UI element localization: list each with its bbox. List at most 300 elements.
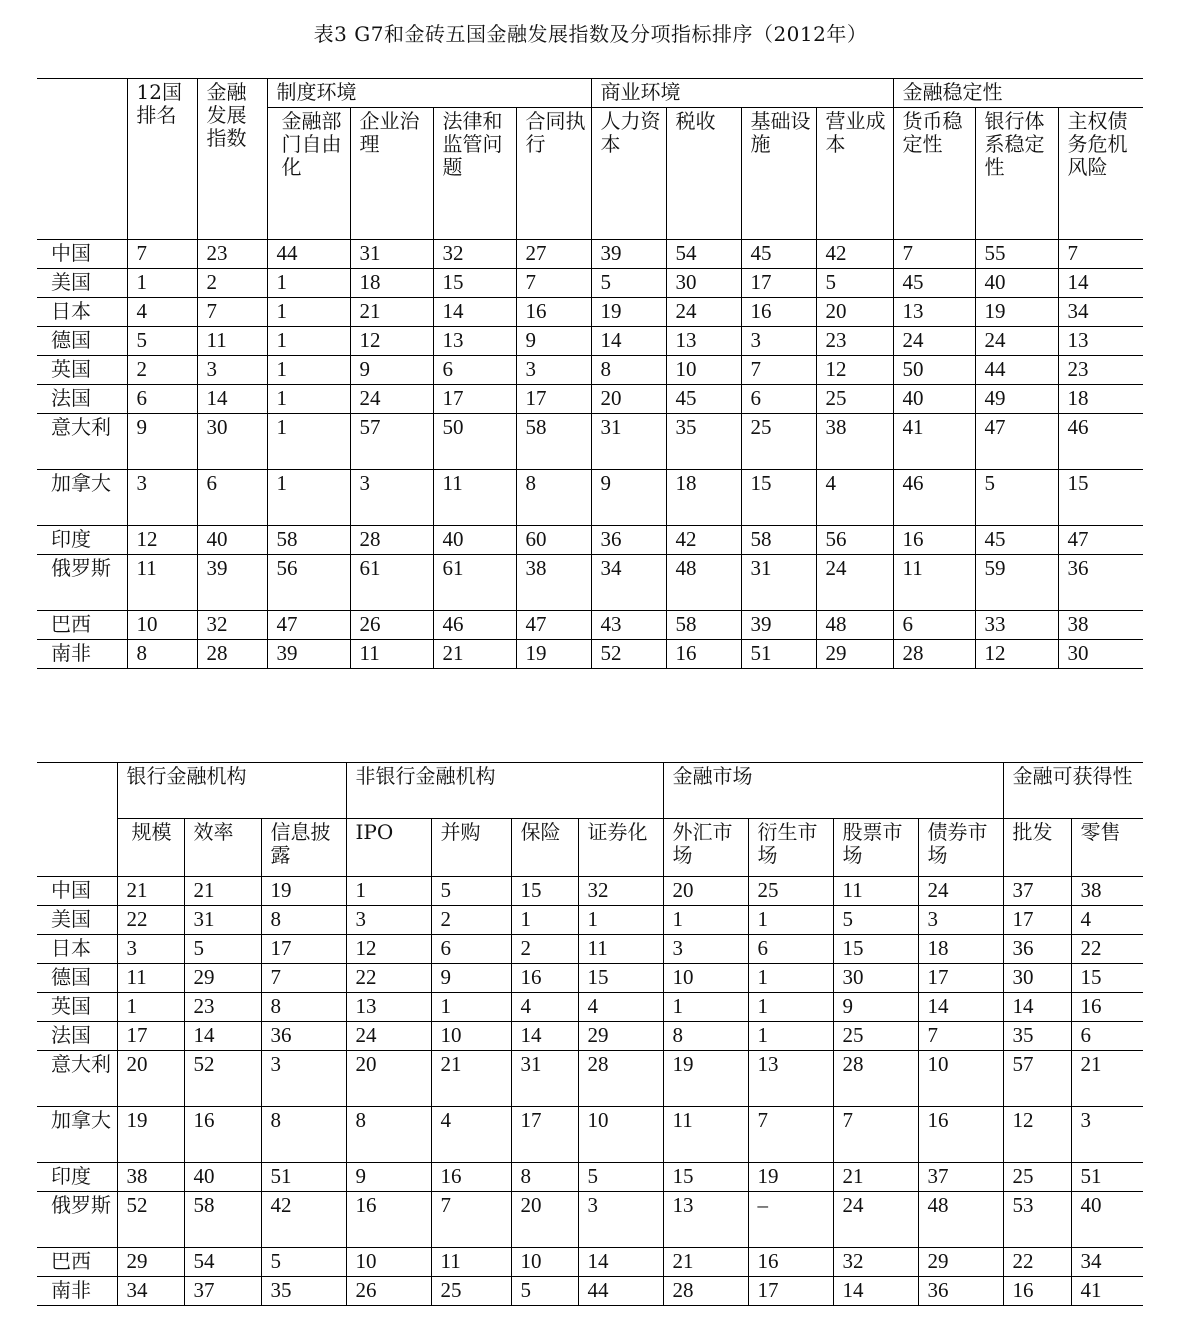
column-header: 规模 (117, 819, 184, 877)
table-cell: 18 (1058, 385, 1143, 414)
table-row (37, 1277, 1143, 1306)
table-cell: 57 (1003, 1051, 1071, 1107)
column-header: 保险 (511, 819, 578, 877)
table-cell: 36 (918, 1277, 1003, 1306)
table-cell: 1 (748, 906, 833, 935)
table-cell: 40 (975, 269, 1058, 298)
table-cell: 46 (433, 611, 516, 640)
table-cell: 9 (346, 1163, 431, 1192)
table-cell: 17 (918, 964, 1003, 993)
table-cell: 17 (741, 269, 816, 298)
table-cell: 1 (267, 298, 350, 327)
table-cell: 37 (918, 1163, 1003, 1192)
table-cell: 7 (127, 240, 197, 269)
table-cell: 1 (267, 356, 350, 385)
table-cell: 14 (184, 1022, 261, 1051)
table-cell: 14 (918, 993, 1003, 1022)
table-cell: 5 (431, 877, 511, 906)
table-cell: 38 (816, 414, 893, 470)
table-cell: 39 (741, 611, 816, 640)
table-cell: 8 (511, 1163, 578, 1192)
table-row (37, 240, 1143, 269)
table-cell: 50 (433, 414, 516, 470)
column-header: 信息披露 (261, 819, 346, 877)
table-cell: 18 (350, 269, 433, 298)
table-cell: 31 (184, 906, 261, 935)
table-row (37, 640, 1143, 669)
table-cell: 39 (197, 555, 267, 611)
table-cell: 23 (184, 993, 261, 1022)
table-cell: 13 (893, 298, 975, 327)
table-cell: 54 (184, 1248, 261, 1277)
table-cell: 17 (511, 1107, 578, 1163)
table-cell: 16 (346, 1192, 431, 1248)
table-cell: 23 (1058, 356, 1143, 385)
table-cell: 5 (127, 327, 197, 356)
table-cell: 3 (663, 935, 748, 964)
table-cell: 18 (918, 935, 1003, 964)
country-name: 英国 (37, 993, 117, 1022)
table-cell: 35 (1003, 1022, 1071, 1051)
column-header: 证券化 (578, 819, 663, 877)
table-cell: 60 (516, 526, 591, 555)
table-cell: 10 (431, 1022, 511, 1051)
table-cell: 44 (267, 240, 350, 269)
table-row (37, 1022, 1143, 1051)
table-cell: 44 (975, 356, 1058, 385)
table-row (37, 1051, 1143, 1107)
table-cell: 13 (433, 327, 516, 356)
table-cell: 35 (666, 414, 741, 470)
table-cell: 24 (975, 327, 1058, 356)
table-cell: 40 (893, 385, 975, 414)
table-cell: 10 (346, 1248, 431, 1277)
column-header: 税收 (666, 108, 741, 240)
table-cell: 38 (516, 555, 591, 611)
country-name: 俄罗斯 (37, 1192, 117, 1248)
table-cell: 10 (127, 611, 197, 640)
table-cell: 9 (431, 964, 511, 993)
table-cell: 4 (127, 298, 197, 327)
table-cell: 40 (197, 526, 267, 555)
table-cell: 24 (918, 877, 1003, 906)
table-cell: 8 (261, 993, 346, 1022)
table-cell: 19 (663, 1051, 748, 1107)
table-cell: 12 (1003, 1107, 1071, 1163)
table-cell: 12 (350, 327, 433, 356)
table-cell: 13 (663, 1192, 748, 1248)
table-cell: 5 (184, 935, 261, 964)
table-cell: 17 (117, 1022, 184, 1051)
table-cell: 7 (833, 1107, 918, 1163)
table-cell: 21 (433, 640, 516, 669)
table-cell: 51 (261, 1163, 346, 1192)
table-cell: 3 (346, 906, 431, 935)
table-cell: 1 (267, 414, 350, 470)
column-header: 零售 (1071, 819, 1143, 877)
table-cell: 35 (261, 1277, 346, 1306)
table-cell: 36 (261, 1022, 346, 1051)
table-cell: 28 (893, 640, 975, 669)
table-row (37, 414, 1143, 470)
table-cell: 14 (578, 1248, 663, 1277)
table-cell: 29 (117, 1248, 184, 1277)
table-cell: 5 (816, 269, 893, 298)
table-cell: 11 (197, 327, 267, 356)
column-header: 主权债务危机风险 (1058, 108, 1143, 240)
table-cell: 16 (431, 1163, 511, 1192)
table-row (37, 1248, 1143, 1277)
table-cell: 17 (516, 385, 591, 414)
table-cell: 26 (350, 611, 433, 640)
table-cell: 19 (748, 1163, 833, 1192)
table-row (37, 555, 1143, 611)
country-name: 美国 (37, 906, 117, 935)
table-cell: 19 (516, 640, 591, 669)
table-cell: 27 (516, 240, 591, 269)
table-cell: 59 (975, 555, 1058, 611)
table-cell: 17 (1003, 906, 1071, 935)
table-cell: 1 (267, 269, 350, 298)
table-cell: 19 (591, 298, 666, 327)
column-header: 货币稳定性 (893, 108, 975, 240)
column-header: 人力资本 (591, 108, 666, 240)
table-cell: 16 (184, 1107, 261, 1163)
column-header: 并购 (431, 819, 511, 877)
group-header: 银行金融机构 (117, 763, 346, 819)
table-cell: 38 (117, 1163, 184, 1192)
table-cell: 61 (350, 555, 433, 611)
table-cell: 51 (1071, 1163, 1143, 1192)
table-row (37, 1107, 1143, 1163)
table-cell: 7 (918, 1022, 1003, 1051)
table-cell: 39 (267, 640, 350, 669)
table-cell: 6 (197, 470, 267, 526)
country-name: 中国 (37, 877, 117, 906)
country-name: 日本 (37, 298, 127, 327)
country-name: 巴西 (37, 611, 127, 640)
table-cell: 40 (184, 1163, 261, 1192)
country-name: 意大利 (37, 414, 127, 470)
table-cell: 40 (1071, 1192, 1143, 1248)
table-row (37, 611, 1143, 640)
table-cell: 1 (748, 1022, 833, 1051)
table-cell: 1 (748, 964, 833, 993)
group-header: 金融稳定性 (893, 79, 1143, 108)
table-cell: 56 (816, 526, 893, 555)
table-cell: 19 (261, 877, 346, 906)
table-cell: 16 (893, 526, 975, 555)
table-cell: 21 (663, 1248, 748, 1277)
table-cell: 47 (975, 414, 1058, 470)
table-cell: 58 (267, 526, 350, 555)
corner-cell (37, 79, 127, 240)
column-header: 营业成本 (816, 108, 893, 240)
table-cell: 2 (511, 935, 578, 964)
country-name: 德国 (37, 327, 127, 356)
table-cell: 58 (516, 414, 591, 470)
table-cell: 10 (663, 964, 748, 993)
table-row (37, 964, 1143, 993)
table-cell: 25 (748, 877, 833, 906)
table-cell: 16 (1003, 1277, 1071, 1306)
table-cell: 31 (591, 414, 666, 470)
table-cell: 22 (1003, 1248, 1071, 1277)
table-cell: 33 (975, 611, 1058, 640)
table-cell: 14 (833, 1277, 918, 1306)
table-cell: 4 (431, 1107, 511, 1163)
table-cell: 8 (516, 470, 591, 526)
table-cell: 58 (184, 1192, 261, 1248)
table-cell: 14 (433, 298, 516, 327)
table-cell: 14 (591, 327, 666, 356)
table-cell: 52 (591, 640, 666, 669)
table-cell: 29 (578, 1022, 663, 1051)
table-cell: 48 (666, 555, 741, 611)
column-header: 法律和监管问题 (433, 108, 516, 240)
table-cell: 15 (1071, 964, 1143, 993)
column-header: 股票市场 (833, 819, 918, 877)
table-cell: 34 (117, 1277, 184, 1306)
table-cell: 24 (346, 1022, 431, 1051)
country-name: 意大利 (37, 1051, 117, 1107)
table-cell: 31 (350, 240, 433, 269)
table-row (37, 298, 1143, 327)
table-cell: 2 (431, 906, 511, 935)
table-cell: 7 (197, 298, 267, 327)
table-cell: 25 (431, 1277, 511, 1306)
corner-cell (37, 763, 117, 877)
table-cell: 21 (431, 1051, 511, 1107)
table-cell: 3 (127, 470, 197, 526)
table-cell: 15 (1058, 470, 1143, 526)
table-cell: 1 (748, 993, 833, 1022)
table-cell: 26 (346, 1277, 431, 1306)
group-header: 金融可获得性 (1003, 763, 1143, 819)
table-cell: 15 (433, 269, 516, 298)
table-cell: 56 (267, 555, 350, 611)
table-cell: 1 (663, 993, 748, 1022)
table-cell: 13 (346, 993, 431, 1022)
column-header: 银行体系稳定性 (975, 108, 1058, 240)
table-cell: 12 (127, 526, 197, 555)
table-cell: 10 (511, 1248, 578, 1277)
table-cell: 37 (184, 1277, 261, 1306)
table-cell: 16 (516, 298, 591, 327)
table-cell: – (748, 1192, 833, 1248)
table-cell: 34 (591, 555, 666, 611)
financial-development-table (37, 78, 1143, 669)
table-row (37, 1192, 1143, 1248)
table-cell: 23 (197, 240, 267, 269)
table-cell: 29 (816, 640, 893, 669)
table-cell: 57 (350, 414, 433, 470)
group-header: 金融市场 (663, 763, 1003, 819)
table-cell: 34 (1058, 298, 1143, 327)
table-cell: 14 (1003, 993, 1071, 1022)
table-cell: 3 (741, 327, 816, 356)
column-header: 金融部门自由化 (267, 108, 350, 240)
table-cell: 9 (516, 327, 591, 356)
table-cell: 3 (117, 935, 184, 964)
table-cell: 19 (975, 298, 1058, 327)
group-header: 非银行金融机构 (346, 763, 663, 819)
table-cell: 6 (1071, 1022, 1143, 1051)
column-header: 衍生市场 (748, 819, 833, 877)
table-cell: 7 (431, 1192, 511, 1248)
table-cell: 16 (666, 640, 741, 669)
table-cell: 11 (893, 555, 975, 611)
table-cell: 31 (511, 1051, 578, 1107)
table-cell: 48 (918, 1192, 1003, 1248)
table-cell: 21 (184, 877, 261, 906)
table-cell: 6 (433, 356, 516, 385)
table-cell: 6 (741, 385, 816, 414)
table-cell: 38 (1071, 877, 1143, 906)
country-name: 德国 (37, 964, 117, 993)
table-cell: 4 (816, 470, 893, 526)
country-name: 中国 (37, 240, 127, 269)
country-name: 印度 (37, 1163, 117, 1192)
table-cell: 8 (591, 356, 666, 385)
table-cell: 49 (975, 385, 1058, 414)
table-cell: 40 (433, 526, 516, 555)
table-row (37, 935, 1143, 964)
table-cell: 17 (748, 1277, 833, 1306)
table-cell: 14 (197, 385, 267, 414)
table-cell: 58 (666, 611, 741, 640)
table-cell: 14 (1058, 269, 1143, 298)
country-name: 美国 (37, 269, 127, 298)
table-cell: 51 (741, 640, 816, 669)
table-cell: 1 (511, 906, 578, 935)
group-header: 商业环境 (591, 79, 893, 108)
table-cell: 11 (431, 1248, 511, 1277)
table-row (37, 993, 1143, 1022)
table-cell: 31 (741, 555, 816, 611)
table-cell: 1 (663, 906, 748, 935)
table-cell: 8 (261, 906, 346, 935)
table-cell: 30 (1003, 964, 1071, 993)
table-cell: 29 (184, 964, 261, 993)
table-cell: 5 (591, 269, 666, 298)
table-cell: 3 (918, 906, 1003, 935)
table-cell: 45 (666, 385, 741, 414)
table-cell: 15 (663, 1163, 748, 1192)
table-cell: 16 (741, 298, 816, 327)
table-cell: 10 (918, 1051, 1003, 1107)
table-cell: 8 (346, 1107, 431, 1163)
table-cell: 8 (663, 1022, 748, 1051)
country-name: 法国 (37, 385, 127, 414)
table-cell: 3 (261, 1051, 346, 1107)
table-cell: 53 (1003, 1192, 1071, 1248)
table-cell: 3 (516, 356, 591, 385)
table-row (37, 906, 1143, 935)
table-cell: 46 (893, 470, 975, 526)
table-cell: 11 (117, 964, 184, 993)
table-cell: 16 (748, 1248, 833, 1277)
table-cell: 6 (893, 611, 975, 640)
table-row (37, 356, 1143, 385)
table-cell: 36 (1058, 555, 1143, 611)
table-cell: 32 (578, 877, 663, 906)
table-cell: 15 (833, 935, 918, 964)
table-cell: 1 (267, 327, 350, 356)
table-cell: 13 (666, 327, 741, 356)
table-cell: 7 (893, 240, 975, 269)
table-cell: 50 (893, 356, 975, 385)
table-cell: 3 (350, 470, 433, 526)
country-name: 日本 (37, 935, 117, 964)
table-cell: 38 (1058, 611, 1143, 640)
table-cell: 6 (431, 935, 511, 964)
header-index: 金融发展指数 (197, 79, 267, 240)
country-name: 加拿大 (37, 470, 127, 526)
table-cell: 30 (833, 964, 918, 993)
table-cell: 15 (741, 470, 816, 526)
table-cell: 5 (511, 1277, 578, 1306)
header-rank: 12国排名 (127, 79, 197, 240)
table-cell: 7 (1058, 240, 1143, 269)
table-cell: 43 (591, 611, 666, 640)
table-cell: 24 (350, 385, 433, 414)
country-name: 俄罗斯 (37, 555, 127, 611)
table-cell: 11 (127, 555, 197, 611)
table-cell: 58 (741, 526, 816, 555)
table-cell: 48 (816, 611, 893, 640)
table-row (37, 269, 1143, 298)
table-cell: 42 (666, 526, 741, 555)
table-cell: 21 (1071, 1051, 1143, 1107)
table-cell: 11 (663, 1107, 748, 1163)
country-name: 法国 (37, 1022, 117, 1051)
table-cell: 15 (511, 877, 578, 906)
table-cell: 22 (117, 906, 184, 935)
table-cell: 22 (1071, 935, 1143, 964)
column-header: 债券市场 (918, 819, 1003, 877)
table-cell: 20 (591, 385, 666, 414)
table-cell: 21 (117, 877, 184, 906)
table-cell: 20 (346, 1051, 431, 1107)
table-cell: 8 (261, 1107, 346, 1163)
table-cell: 20 (663, 877, 748, 906)
table-cell: 11 (578, 935, 663, 964)
table-cell: 2 (127, 356, 197, 385)
table-cell: 5 (261, 1248, 346, 1277)
table-cell: 20 (117, 1051, 184, 1107)
table-cell: 7 (741, 356, 816, 385)
table-cell: 5 (975, 470, 1058, 526)
table-cell: 15 (578, 964, 663, 993)
table-cell: 24 (816, 555, 893, 611)
table-cell: 47 (267, 611, 350, 640)
table-cell: 9 (591, 470, 666, 526)
table-cell: 55 (975, 240, 1058, 269)
table-cell: 3 (197, 356, 267, 385)
table-cell: 13 (1058, 327, 1143, 356)
table-cell: 4 (511, 993, 578, 1022)
table-cell: 22 (346, 964, 431, 993)
table-cell: 8 (127, 640, 197, 669)
table-cell: 28 (833, 1051, 918, 1107)
table-cell: 46 (1058, 414, 1143, 470)
table-cell: 25 (1003, 1163, 1071, 1192)
table-cell: 10 (578, 1107, 663, 1163)
table-cell: 16 (918, 1107, 1003, 1163)
country-name: 英国 (37, 356, 127, 385)
table-cell: 6 (127, 385, 197, 414)
